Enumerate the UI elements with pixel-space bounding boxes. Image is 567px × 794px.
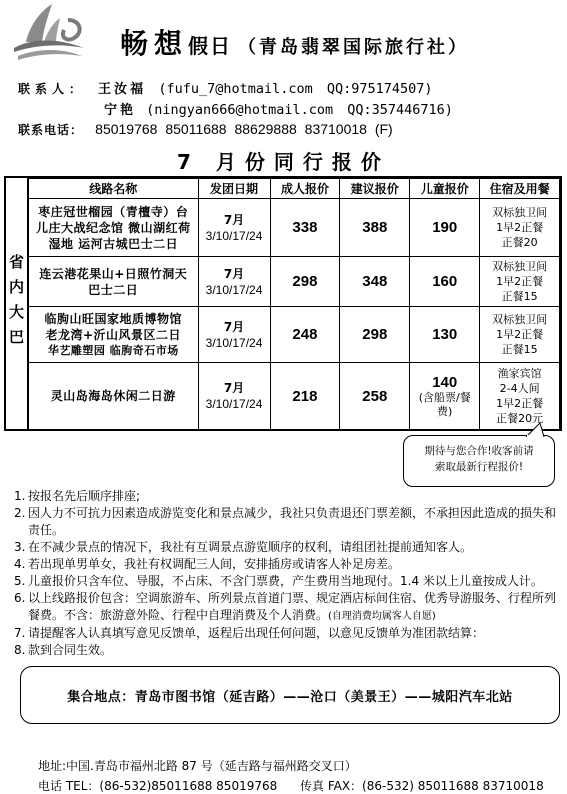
adult-price: 298 (270, 257, 340, 307)
stay-line: 渔家宾馆 (497, 367, 542, 380)
header-title (120, 22, 469, 62)
notes-list (14, 488, 559, 659)
brand-name: 畅想 (120, 27, 189, 60)
route-line: 灵山岛海岛休闲二日游 (50, 389, 176, 403)
price-grid (28, 178, 560, 430)
contact-row-2 (104, 99, 453, 118)
table-row (29, 363, 560, 430)
stay-cell (480, 257, 560, 307)
side-label: 省内大巴 (7, 253, 25, 354)
contact-name: 宁艳 (104, 103, 137, 118)
stay-line: 双标独卫间 (492, 206, 548, 219)
contact-row-1 (18, 78, 433, 97)
callout-line: 期待与您合作!收客前请 (424, 445, 534, 457)
stay-line: 1早2正餐 (496, 328, 544, 341)
route-cell (29, 199, 199, 257)
dates-cell (198, 199, 270, 257)
header-route: 线路名称 (29, 179, 199, 199)
callout-pointer-icon (524, 423, 548, 437)
stay-cell (480, 307, 560, 363)
note-number: 7. (14, 626, 26, 640)
contact-label: 联系人： (18, 82, 87, 96)
side-label-cell (6, 178, 28, 429)
note-text: 儿童报价只含车位、导服，不占床、不含门票费，产生费用当地现付。1.4 米以上儿童按成人计。 (28, 574, 543, 588)
route-line: 巴士二日 (88, 282, 139, 297)
stay-cell (480, 363, 560, 430)
note-number: 5. (14, 574, 26, 588)
route-line: 湿地 运河古城巴士二日 (48, 236, 179, 251)
dates: 3/10/17/24 (205, 282, 263, 297)
contact-email[interactable]: (fufu_7@hotmail.com (158, 81, 313, 97)
month: 7月 (223, 381, 245, 395)
stay-line: 正餐15 (501, 343, 538, 356)
meeting-point-banner (20, 666, 560, 724)
list-item (14, 590, 559, 625)
stay-line: 正餐15 (501, 290, 538, 303)
company-name: （青岛翡翠国际旅行社） (238, 37, 470, 58)
suggested-price: 348 (340, 257, 410, 307)
note-number: 3. (14, 540, 26, 554)
stay-line: 1早2正餐 (496, 221, 544, 234)
month: 7月 (223, 212, 245, 227)
list-item (14, 642, 559, 659)
table-header-row (29, 179, 560, 199)
child-price: 140 (432, 373, 458, 391)
footer-address: 地址:中国.青岛市福州北路 87 号（延吉路与福州路交叉口） (38, 759, 357, 773)
phone-label: 联系电话： (18, 123, 84, 137)
note-number: 6. (14, 591, 26, 605)
route-line: 华艺雕塑园 临朐奇石市场 (47, 343, 179, 357)
note-text: 款到合同生效。 (28, 643, 113, 657)
dates: 3/10/17/24 (205, 228, 263, 243)
header-suggested: 建议报价 (340, 179, 410, 199)
brand-subtitle: 假日 (188, 34, 233, 58)
list-item (14, 488, 559, 505)
stay-line: 正餐20 (501, 236, 538, 249)
list-item (14, 556, 559, 573)
list-item (14, 625, 559, 642)
stay-line: 正餐20元 (496, 412, 544, 425)
price-table (4, 176, 562, 431)
note-number: 8. (14, 643, 26, 657)
note-aside: (自理消费均属客人自愿) (328, 611, 436, 622)
note-number: 4. (14, 557, 26, 571)
header-dates: 发团日期 (198, 179, 270, 199)
adult-price: 338 (270, 199, 340, 257)
suggested-price: 298 (340, 307, 410, 363)
dates-cell (198, 257, 270, 307)
route-line: 连云港花果山+日照竹洞天 (39, 266, 188, 281)
stay-line: 1早2正餐 (496, 275, 544, 288)
route-line: 枣庄冠世榴园（青檀寺）台 (38, 204, 189, 219)
company-logo (8, 2, 88, 64)
stay-line: 双标独卫间 (492, 313, 548, 326)
note-number: 1. (14, 489, 26, 503)
note-text: 以上线路报价包含：空调旅游车、所列景点首道门票、规定酒店标间住宿、优秀导游服务、行程所列餐费。不含：旅游意外险、行程中自理消费及个人消费。 (28, 591, 557, 622)
month: 7月 (223, 319, 245, 334)
route-line: 临朐山旺国家地质博物馆 (44, 311, 183, 326)
route-cell (29, 363, 199, 430)
note-text: 按报名先后顺序排座; (28, 489, 141, 503)
adult-price: 248 (270, 307, 340, 363)
contact-qq: QQ:357446716) (347, 102, 453, 118)
stay-line: 2-4人间 (499, 382, 540, 395)
contact-qq: QQ:975174507) (326, 81, 433, 97)
header-adult: 成人报价 (270, 179, 340, 199)
phone-row (18, 121, 393, 138)
route-cell (29, 307, 199, 363)
child-price: 160 (410, 257, 480, 307)
suggested-price: 258 (340, 363, 410, 430)
table-row (29, 257, 560, 307)
stay-line: 双标独卫间 (492, 260, 548, 273)
dates-cell (198, 363, 270, 430)
route-line: 老龙湾+沂山风景区二日 (45, 327, 182, 342)
route-line: 儿庄大战纪念馆 微山湖红荷 (35, 220, 191, 235)
dates: 3/10/17/24 (205, 397, 263, 411)
callout-bubble (403, 435, 555, 487)
route-cell (29, 257, 199, 307)
table-row (29, 199, 560, 257)
stay-cell (480, 199, 560, 257)
meeting-point-text: 集合地点：青岛市图书馆（延吉路）——沧口（美景王）——城阳汽车北站 (67, 689, 513, 705)
contact-email[interactable]: (ningyan666@hotmail.com (146, 102, 334, 118)
list-item (14, 505, 559, 539)
list-item (14, 573, 559, 590)
dates-cell (198, 307, 270, 363)
stay-line: 1早2正餐 (496, 397, 544, 410)
dates: 3/10/17/24 (205, 335, 263, 350)
footer-tel: 电话 TEL：(86-532)85011688 85019768 (38, 779, 278, 793)
table-row (29, 307, 560, 363)
note-text: 因人力不可抗力因素造成游览变化和景点减少，我社只负责退还门票差额，不承担因此造成的损失和责任。 (28, 506, 557, 537)
header-child: 儿童报价 (410, 179, 480, 199)
child-price: 130 (410, 307, 480, 363)
suggested-price: 388 (340, 199, 410, 257)
list-item (14, 539, 559, 556)
note-text: 在不减少景点的情况下，我社有互调景点游览顺序的权利，请组团社提前通知客人。 (28, 540, 473, 554)
note-text: 请提醒客人认真填写意见反馈单，返程后出现任何问题，以意见反馈单为准团款结算： (28, 626, 485, 640)
callout-line: 索取最新行程报价! (434, 461, 524, 473)
header-stay: 住宿及用餐 (480, 179, 560, 199)
child-price-note: (含船票/餐费) (418, 390, 471, 418)
adult-price: 218 (270, 363, 340, 430)
month: 7月 (223, 266, 245, 281)
report-title: 7 月份同行报价 (177, 150, 390, 174)
phone-numbers: 85019768 85011688 88629888 83710018 (F) (95, 121, 393, 137)
child-price-cell (410, 363, 480, 430)
note-number: 2. (14, 506, 26, 520)
note-text: 若出现单男单女，我社有权调配三人间，安排插房或请客人补足房差。 (28, 557, 401, 571)
child-price: 190 (410, 199, 480, 257)
footer-fax: 传真 FAX：(86-532) 85011688 83710018 (300, 779, 544, 793)
contact-name: 王汝福 (98, 82, 147, 97)
